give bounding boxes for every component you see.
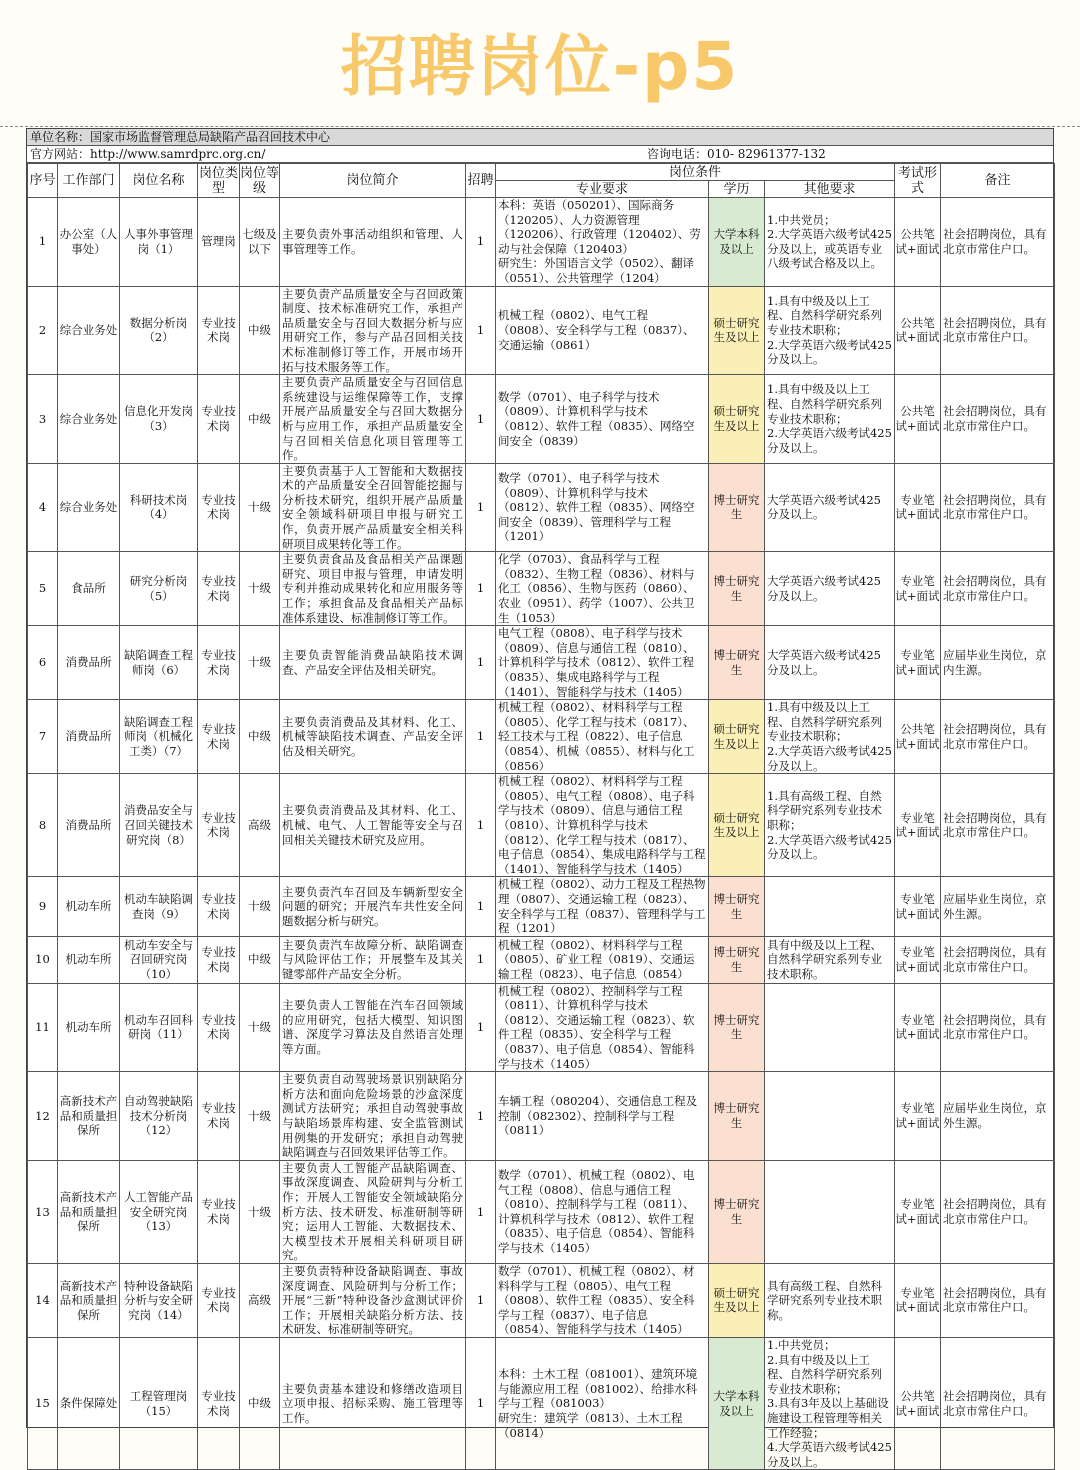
major-cell: 机械工程（0802）、材料科学与工程（0805）、矿业工程（0819）、交通运输工程（0823）、电子信息（0854）: [496, 936, 709, 983]
exam-cell: 公共笔试+面试: [895, 375, 941, 464]
edu-cell: 博士研究生: [709, 626, 765, 700]
exam-cell: 公共笔试+面试: [895, 286, 941, 375]
col-edu: 学历: [709, 181, 765, 198]
post-level-cell: 七级及以下: [240, 198, 280, 287]
remark-cell: 应届毕业生岗位，京内生源。: [941, 626, 1055, 700]
post-name-cell: 数据分析岗（2）: [120, 286, 198, 375]
post-level-cell: 中级: [240, 375, 280, 464]
banner: [0, 0, 1080, 128]
other-req-cell: [765, 1072, 895, 1161]
other-req-cell: 具有高级工程、自然科学研究系列专业技术职称。: [765, 1263, 895, 1337]
exam-cell: 专业笔试+面试: [895, 1263, 941, 1337]
post-name-cell: 消费品安全与召回关键技术研究岗（8）: [120, 774, 198, 877]
post-level-cell: 十级: [240, 463, 280, 552]
exam-cell: 专业笔试+面试: [895, 877, 941, 936]
exam-cell: 专业笔试+面试: [895, 1160, 941, 1263]
major-cell: 车辆工程（080204）、交通信息工程及控制（082302）、控制科学与工程（0811）: [496, 1072, 709, 1161]
dept-cell: 消费品所: [58, 700, 120, 774]
col-exam: 考试形式: [895, 164, 941, 198]
post-name-cell: 自动驾驶缺陷技术分析岗（12）: [120, 1072, 198, 1161]
major-cell: 化学（0703）、食品科学与工程（0832）、生物工程（0836）、材料与化工（0856）、生物与医药（0860）、农业（0951）、药学（1007）、公共卫生（1053）: [496, 552, 709, 626]
exam-cell: 专业笔试+面试: [895, 774, 941, 877]
major-cell: 数学（0701）、电子科学与技术（0809）、计算机科学与技术（0812）、软件工程（0835）、网络空间安全（0839）: [496, 375, 709, 464]
table-row: [28, 700, 1055, 774]
intro-cell: 主要负责产品质量安全与召回政策制度、技术标准研究工作，承担产品质量安全与召回大数据分析与应用研究工作，参与产品召回相关技术标准制修订等工作，开展市场开拓与技术服务等工作。: [280, 286, 466, 375]
post-type-cell: 专业技术岗: [198, 1072, 240, 1161]
major-cell: 机械工程（0802）、材料科学与工程（0805）、化学工程与技术（0817）、轻工技术与工程（0822）、电子信息（0854）、机械（0855）、材料与化工（0856）: [496, 700, 709, 774]
seq-cell: 7: [28, 700, 58, 774]
intro-cell: 主要负责消费品及其材料、化工、机械、电气、人工智能等安全与召回相关关键技术研究及应用。: [280, 774, 466, 877]
col-dept: 工作部门: [58, 164, 120, 198]
seq-cell: 11: [28, 983, 58, 1072]
count-cell: 1: [466, 774, 496, 877]
edu-cell: 博士研究生: [709, 552, 765, 626]
post-level-cell: 中级: [240, 1337, 280, 1469]
seq-cell: 5: [28, 552, 58, 626]
major-cell: 机械工程（0802）、控制科学与工程（0811）、计算机科学与技术（0812）、交通运输工程（0823）、软件工程（0835）、安全科学与工程（0837）、电子信息（0854）、智能科学与技术（1405）: [496, 983, 709, 1072]
major-cell: 本科：英语（050201）、国际商务（120205）、人力资源管理（120206）、行政管理（120402）、劳动与社会保障（120403） 研究生：外国语言文学（0502）、翻译（0551）、公共管理学（1204）: [496, 198, 709, 287]
table-row: [28, 983, 1055, 1072]
other-req-cell: 1.具有中级及以上工程、自然科学研究系列专业技术职称； 2.大学英语六级考试425分及以上。: [765, 700, 895, 774]
exam-cell: 公共笔试+面试: [895, 700, 941, 774]
major-cell: 电气工程（0808）、电子科学与技术（0809）、信息与通信工程（0810）、计算机科学与技术（0812）、软件工程（0835）、集成电路科学与工程（1401）、智能科学与技术（1405）: [496, 626, 709, 700]
other-req-cell: 1.中共党员； 2.具有中级及以上工程、自然科学研究系列专业技术职称； 3.具有3年及以上基础设施建设工程管理等相关工作经验； 4.大学英语六级考试425分及以上。: [765, 1337, 895, 1469]
seq-cell: 9: [28, 877, 58, 936]
remark-cell: 社会招聘岗位，具有北京市常住户口。: [941, 552, 1055, 626]
seq-cell: 6: [28, 626, 58, 700]
other-req-cell: 具有中级及以上工程、自然科学研究系列专业技术职称。: [765, 936, 895, 983]
col-other: 其他要求: [765, 181, 895, 198]
post-type-cell: 专业技术岗: [198, 626, 240, 700]
table-row: [28, 877, 1055, 936]
col-type: 岗位类型: [198, 165, 238, 196]
count-cell: 1: [466, 700, 496, 774]
post-level-cell: 中级: [240, 700, 280, 774]
exam-cell: 专业笔试+面试: [895, 626, 941, 700]
post-name-cell: 缺陷调查工程师岗（6）: [120, 626, 198, 700]
divider: [0, 126, 1080, 127]
edu-cell: 大学本科及以上: [709, 198, 765, 287]
post-type-cell: 专业技术岗: [198, 1160, 240, 1263]
exam-cell: 公共笔试+面试: [895, 198, 941, 287]
intro-cell: 主要负责基本建设和修缮改造项目立项申报、招标采购、施工管理等工作。: [280, 1337, 466, 1469]
other-req-cell: 1.中共党员； 2.大学英语六级考试425分及以上，或英语专业八级考试合格及以上。: [765, 198, 895, 287]
remark-cell: 社会招聘岗位，具有北京市常住户口。: [941, 1337, 1055, 1469]
intro-cell: 主要负责特种设备缺陷调查、事故深度调查、风险研判与分析工作；开展“三新”特种设备沙盒测试评价工作；开展相关缺陷分析方法、技术研发、标准研制等研究。: [280, 1263, 466, 1337]
remark-cell: 社会招聘岗位，具有北京市常住户口。: [941, 1263, 1055, 1337]
exam-cell: 专业笔试+面试: [895, 463, 941, 552]
post-name-cell: 机动车召回科研岗（11）: [120, 983, 198, 1072]
edu-cell: 硕士研究生及以上: [709, 375, 765, 464]
seq-cell: 8: [28, 774, 58, 877]
count-cell: 1: [466, 983, 496, 1072]
edu-cell: 硕士研究生及以上: [709, 286, 765, 375]
dept-cell: 高新技术产品和质量担保所: [58, 1263, 120, 1337]
exam-cell: 专业笔试+面试: [895, 936, 941, 983]
post-name-cell: 工程管理岗（15）: [120, 1337, 198, 1469]
post-name-cell: 人事外事管理岗（1）: [120, 198, 198, 287]
dept-cell: 办公室（人事处）: [58, 198, 120, 287]
post-level-cell: 十级: [240, 552, 280, 626]
remark-cell: 社会招聘岗位，具有北京市常住户口。: [941, 983, 1055, 1072]
post-type-cell: 专业技术岗: [198, 1337, 240, 1469]
col-post: 岗位名称: [120, 164, 198, 198]
exam-cell: 专业笔试+面试: [895, 552, 941, 626]
remark-cell: 社会招聘岗位，具有北京市常住户口。: [941, 375, 1055, 464]
other-req-cell: [765, 1160, 895, 1263]
col-seq: 序号: [28, 164, 58, 198]
post-level-cell: 高级: [240, 774, 280, 877]
post-type-cell: 专业技术岗: [198, 552, 240, 626]
post-level-cell: 十级: [240, 1072, 280, 1161]
seq-cell: 14: [28, 1263, 58, 1337]
col-remark: 备注: [941, 164, 1055, 198]
seq-cell: 2: [28, 286, 58, 375]
dept-cell: 条件保障处: [58, 1337, 120, 1469]
remark-cell: 社会招聘岗位，具有北京市常住户口。: [941, 463, 1055, 552]
edu-cell: 博士研究生: [709, 1072, 765, 1161]
intro-cell: 主要负责汽车故障分析、缺陷调查与风险评估工作；开展整车及其关键零部件产品安全分析。: [280, 936, 466, 983]
remark-cell: 应届毕业生岗位，京外生源。: [941, 877, 1055, 936]
banner-title: 招聘岗位-p5: [340, 28, 740, 105]
other-req-cell: 大学英语六级考试425分及以上。: [765, 463, 895, 552]
post-type-cell: 专业技术岗: [198, 1263, 240, 1337]
major-cell: 机械工程（0802）、电气工程（0808）、安全科学与工程（0837）、交通运输（0861）: [496, 286, 709, 375]
remark-cell: 社会招聘岗位，具有北京市常住户口。: [941, 700, 1055, 774]
post-type-cell: 管理岗: [198, 198, 240, 287]
seq-cell: 3: [28, 375, 58, 464]
other-req-cell: [765, 983, 895, 1072]
post-type-cell: 专业技术岗: [198, 877, 240, 936]
other-req-cell: [765, 877, 895, 936]
table-row: [28, 1072, 1055, 1161]
post-type-cell: 专业技术岗: [198, 700, 240, 774]
intro-cell: 主要负责自动驾驶场景识别缺陷分析方法和面向危险场景的沙盒深度测试方法研究；承担自动驾驶事故与缺陷场景库构建、安全监管测试用例集的开发研究；承担自动驾驶缺陷调查与召回效果评估等工作。: [280, 1072, 466, 1161]
dept-cell: 食品所: [58, 552, 120, 626]
intro-cell: 主要负责人工智能产品缺陷调查、事故深度调查、风险研判与分析工作；开展人工智能安全领域缺陷分析方法、技术研发、标准研制等研究；运用人工智能、大数据技术、大模型技术开展相关科研项目研究。: [280, 1160, 466, 1263]
post-type-cell: 专业技术岗: [198, 286, 240, 375]
intro-cell: 主要负责基于人工智能和大数据技术的产品质量安全召回智能挖掘与分析技术研究，组织开展产品质量安全领域科研项目申报与研究工作，负责开展产品质量安全相关科研项目成果转化等工作。: [280, 463, 466, 552]
edu-cell: 硕士研究生及以上: [709, 1263, 765, 1337]
seq-cell: 15: [28, 1337, 58, 1469]
table-row: [28, 936, 1055, 983]
edu-cell: 博士研究生: [709, 983, 765, 1072]
dept-cell: 机动车所: [58, 983, 120, 1072]
intro-cell: 主要负责外事活动组织和管理、人事管理等工作。: [280, 198, 466, 287]
edu-cell: 硕士研究生及以上: [709, 774, 765, 877]
post-level-cell: 十级: [240, 626, 280, 700]
intro-cell: 主要负责消费品及其材料、化工、机械等缺陷技术调查、产品安全评估及相关研究。: [280, 700, 466, 774]
table-row: [28, 552, 1055, 626]
post-type-cell: 专业技术岗: [198, 983, 240, 1072]
post-level-cell: 中级: [240, 286, 280, 375]
major-cell: 数学（0701）、机械工程（0802）、材料科学与工程（0805）、电气工程（0808）、软件工程（0835）、安全科学与工程（0837）、电子信息（0854）、智能科学与技术（1405）: [496, 1263, 709, 1337]
remark-cell: 社会招聘岗位，具有北京市常住户口。: [941, 1160, 1055, 1263]
count-cell: 1: [466, 1337, 496, 1469]
dept-cell: 机动车所: [58, 936, 120, 983]
remark-cell: 社会招聘岗位，具有北京市常住户口。: [941, 936, 1055, 983]
major-cell: 机械工程（0802）、动力工程及工程热物理（0807）、交通运输工程（0823）、安全科学与工程（0837）、管理科学与工程（1201）: [496, 877, 709, 936]
edu-cell: 硕士研究生及以上: [709, 700, 765, 774]
edu-cell: 博士研究生: [709, 936, 765, 983]
intro-cell: 主要负责汽车召回及车辆新型安全问题的研究；开展汽车共性安全问题数据分析与研究。: [280, 877, 466, 936]
other-req-cell: 大学英语六级考试425分及以上。: [765, 552, 895, 626]
post-name-cell: 机动车安全与召回研究岗（10）: [120, 936, 198, 983]
col-conditions: 岗位条件: [496, 164, 895, 181]
seq-cell: 10: [28, 936, 58, 983]
seq-cell: 1: [28, 198, 58, 287]
col-level: 岗位等级: [240, 165, 280, 196]
major-cell: 数学（0701）、机械工程（0802）、电气工程（0808）、信息与通信工程（0810）、控制科学与工程（0811）、计算机科学与技术（0812）、软件工程（0835）、电子信息（0854）、智能科学与技术（1405）: [496, 1160, 709, 1263]
seq-cell: 12: [28, 1072, 58, 1161]
post-type-cell: 专业技术岗: [198, 774, 240, 877]
post-name-cell: 缺陷调查工程师岗（机械化工类）（7）: [120, 700, 198, 774]
dept-cell: 消费品所: [58, 626, 120, 700]
edu-cell: 博士研究生: [709, 877, 765, 936]
table-row: [28, 626, 1055, 700]
table-row: [28, 286, 1055, 375]
count-cell: 1: [466, 1072, 496, 1161]
post-name-cell: 科研技术岗（4）: [120, 463, 198, 552]
post-level-cell: 十级: [240, 1160, 280, 1263]
post-name-cell: 人工智能产品安全研究岗（13）: [120, 1160, 198, 1263]
col-count: 招聘: [466, 164, 496, 198]
other-req-cell: 大学英语六级考试425分及以上。: [765, 626, 895, 700]
dept-cell: 综合业务处: [58, 375, 120, 464]
edu-cell: 博士研究生: [709, 463, 765, 552]
table-row: [28, 463, 1055, 552]
remark-cell: 社会招聘岗位，具有北京市常住户口。: [941, 286, 1055, 375]
count-cell: 1: [466, 463, 496, 552]
table-row: [28, 774, 1055, 877]
remark-cell: 社会招聘岗位，具有北京市常住户口。: [941, 774, 1055, 877]
count-cell: 1: [466, 552, 496, 626]
seq-cell: 4: [28, 463, 58, 552]
table-row: [28, 375, 1055, 464]
col-major: 专业要求: [496, 181, 709, 198]
count-cell: 1: [466, 936, 496, 983]
edu-cell: 博士研究生: [709, 1160, 765, 1263]
post-type-cell: 专业技术岗: [198, 375, 240, 464]
major-cell: 数学（0701）、电子科学与技术（0809）、计算机科学与技术（0812）、软件工程（0835）、网络空间安全（0839）、管理科学与工程（1201）: [496, 463, 709, 552]
intro-cell: 主要负责人工智能在汽车召回领域的应用研究，包括大模型、知识图谱、深度学习算法及自然语言处理等方面。: [280, 983, 466, 1072]
post-level-cell: 十级: [240, 877, 280, 936]
post-name-cell: 信息化开发岗（3）: [120, 375, 198, 464]
major-cell: 本科：土木工程（081001）、建筑环境与能源应用工程（081002）、给排水科学与工程（081003） 研究生：建筑学（0813）、土木工程（0814）: [496, 1337, 709, 1469]
exam-cell: 专业笔试+面试: [895, 1072, 941, 1161]
table-row: [28, 1263, 1055, 1337]
dept-cell: 综合业务处: [58, 286, 120, 375]
other-req-cell: 1.具有中级及以上工程、自然科学研究系列专业技术职称； 2.大学英语六级考试425分及以上。: [765, 375, 895, 464]
post-level-cell: 高级: [240, 1263, 280, 1337]
seq-cell: 13: [28, 1160, 58, 1263]
post-name-cell: 特种设备缺陷分析与安全研究岗（14）: [120, 1263, 198, 1337]
intro-cell: 主要负责智能消费品缺陷技术调查、产品安全评估及相关研究。: [280, 626, 466, 700]
website: 官方网站：http://www.samrdprc.org.cn/: [30, 147, 266, 161]
other-req-cell: 1.具有中级及以上工程、自然科学研究系列专业技术职称； 2.大学英语六级考试425分及以上。: [765, 286, 895, 375]
count-cell: 1: [466, 1263, 496, 1337]
recruitment-sheet: [26, 128, 1054, 1469]
other-req-cell: 1.具有高级工程、自然科学研究系列专业技术职称； 2.大学英语六级考试425分及以上。: [765, 774, 895, 877]
post-level-cell: 十级: [240, 983, 280, 1072]
post-type-cell: 专业技术岗: [198, 463, 240, 552]
exam-cell: 专业笔试+面试: [895, 983, 941, 1072]
table-row: [28, 198, 1055, 287]
post-level-cell: 中级: [240, 936, 280, 983]
exam-cell: 公共笔试+面试: [895, 1337, 941, 1469]
table-row: [28, 1337, 1055, 1469]
intro-cell: 主要负责食品及食品相关产品课题研究、项目申报与管理，申请发明专利并推动成果转化和应用服务等工作；承担食品及食品相关产品标准体系建设、标准制修订等工作。: [280, 552, 466, 626]
positions-table: [27, 163, 1055, 1470]
intro-cell: 主要负责产品质量安全与召回信息系统建设与运维保障等工作，支撑开展产品质量安全与召回大数据分析与应用工作，承担产品质量安全与召回相关信息化项目管理等工作。: [280, 375, 466, 464]
count-cell: 1: [466, 1160, 496, 1263]
dept-cell: 消费品所: [58, 774, 120, 877]
table-row: [28, 1160, 1055, 1263]
remark-cell: 应届毕业生岗位，京外生源。: [941, 1072, 1055, 1161]
unit-name: 单位名称：国家市场监督管理总局缺陷产品召回技术中心: [27, 129, 1053, 146]
dept-cell: 高新技术产品和质量担保所: [58, 1072, 120, 1161]
remark-cell: 社会招聘岗位，具有北京市常住户口。: [941, 198, 1055, 287]
edu-cell: 大学本科及以上: [709, 1337, 765, 1469]
table-body: [28, 198, 1055, 1470]
phone: 咨询电话：010- 82961377-132: [647, 147, 826, 161]
post-name-cell: 研究分析岗（5）: [120, 552, 198, 626]
count-cell: 1: [466, 626, 496, 700]
dept-cell: 机动车所: [58, 877, 120, 936]
website-line: [27, 146, 1053, 163]
post-type-cell: 专业技术岗: [198, 936, 240, 983]
count-cell: 1: [466, 198, 496, 287]
dept-cell: 综合业务处: [58, 463, 120, 552]
count-cell: 1: [466, 286, 496, 375]
major-cell: 机械工程（0802）、材料科学与工程（0805）、电气工程（0808）、电子科学与技术（0809）、信息与通信工程（0810）、计算机科学与技术（0812）、化学工程与技术（0817）、电子信息（0854）、集成电路科学与工程（1401）、智能科学与技术（1405）: [496, 774, 709, 877]
col-intro: 岗位简介: [280, 164, 466, 198]
count-cell: 1: [466, 877, 496, 936]
dept-cell: 高新技术产品和质量担保所: [58, 1160, 120, 1263]
count-cell: 1: [466, 375, 496, 464]
post-name-cell: 机动车缺陷调查岗（9）: [120, 877, 198, 936]
